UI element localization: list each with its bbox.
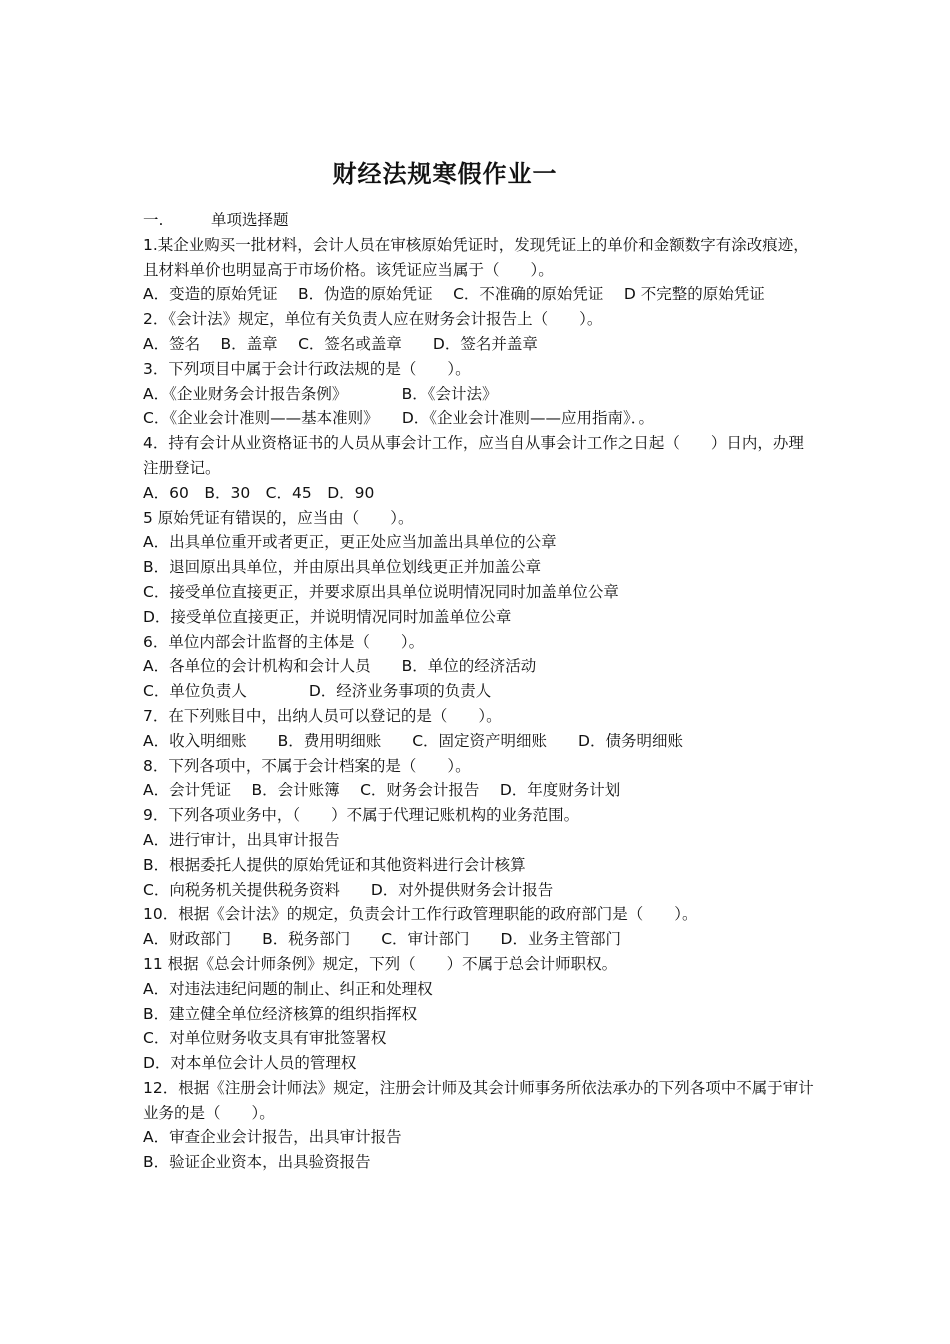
question-12-option-a: A．审查企业会计报告，出具审计报告 [143,1128,402,1147]
section-heading [143,208,818,233]
question-5-option-d: D．接受单位直接更正，并说明情况同时加盖单位公章 [143,607,512,626]
question-11-option-b: B．建立健全单位经济核算的组织指挥权 [143,1004,418,1023]
question-4-stem: 4．持有会计从业资格证书的人员从事会计工作，应当自从事会计工作之日起（ ）日内，办理注册登记。 [143,434,804,477]
question-9-stem: 9．下列各项业务中，（ ）不属于代理记账机构的业务范围。 [143,806,580,825]
question-9-option-b: B．根据委托人提供的原始凭证和其他资料进行会计核算 [143,855,526,874]
question-1-options: A．变造的原始凭证 B．伪造的原始凭证 C．不准确的原始凭证 D 不完整的原始凭证 [143,285,765,304]
question-8-options: A．会计凭证 B．会计账簿 C．财务会计报告 D．年度财务计划 [143,781,621,800]
question-11-option-a: A．对违法违纪问题的制止、纠正和处理权 [143,979,433,998]
question-5-stem: 5 原始凭证有错误的，应当由（ ）。 [143,508,414,527]
question-11-stem: 11 根据《总会计师条例》规定，下列（ ）不属于总会计师职权。 [143,954,618,973]
question-6-options-cd: C．单位负责人 D．经济业务事项的负责人 [143,682,492,701]
question-8-stem: 8．下列各项中，不属于会计档案的是（ ）。 [143,756,471,775]
question-9-options-cd: C．向税务机关提供税务资料 D．对外提供财务会计报告 [143,880,554,899]
question-6-options-ab: A．各单位的会计机构和会计人员 B．单位的经济活动 [143,657,537,676]
question-4-options: A．60 B．30 C．45 D．90 [143,483,375,502]
document-body [143,208,818,1175]
section-label: 单项选择题 [211,211,289,229]
question-3-stem: 3．下列项目中属于会计行政法规的是（ ）。 [143,359,471,378]
question-7-options: A．收入明细账 B．费用明细账 C．固定资产明细账 D．债务明细账 [143,731,683,750]
question-1-stem: 1.某企业购买一批材料，会计人员在审核原始凭证时，发现凭证上的单价和金额数字有涂改痕迹，且材料单价也明显高于市场价格。该凭证应当属于（ ）。 [143,235,809,279]
question-2-options: A．签名 B．盖章 C．签名或盖章 D．签名并盖章 [143,334,538,353]
question-2-stem: 2．《会计法》规定，单位有关负责人应在财务会计报告上（ ）。 [143,310,603,329]
question-11-option-c: C．对单位财务收支具有审批签署权 [143,1029,387,1048]
question-12-stem: 12．根据《注册会计师法》规定，注册会计师及其会计师事务所依法承办的下列各项中不属于审计业务的是（ ）。 [143,1078,814,1122]
question-5-option-a: A．出具单位重开或者更正，更正处应当加盖出具单位的公章 [143,533,557,552]
question-12-option-b: B．验证企业资本，出具验资报告 [143,1153,371,1172]
question-9-option-a: A．进行审计，出具审计报告 [143,830,340,849]
document-title: 财经法规寒假作业一 [332,160,558,188]
section-number: 一. [143,211,164,229]
question-3-options-ab: A．《企业财务会计报告条例》 B．《会计法》 [143,384,498,403]
question-6-stem: 6．单位内部会计监督的主体是（ ）。 [143,632,425,651]
question-11-option-d: D．对本单位会计人员的管理权 [143,1054,357,1073]
question-10-stem: 10．根据《会计法》的规定，负责会计工作行政管理职能的政府部门是（ ）。 [143,905,698,924]
question-5-option-b: B．退回原出具单位，并由原出具单位划线更正并加盖公章 [143,558,542,577]
question-7-stem: 7．在下列账目中，出纳人员可以登记的是（ ）。 [143,706,502,725]
question-10-options: A．财政部门 B．税务部门 C．审计部门 D．业务主管部门 [143,930,621,949]
question-5-option-c: C．接受单位直接更正，并要求原出具单位说明情况同时加盖单位公章 [143,582,619,601]
question-3-options-cd: C．《企业会计准则——基本准则》 D．《企业会计准则——应用指南》．。 [143,409,655,428]
